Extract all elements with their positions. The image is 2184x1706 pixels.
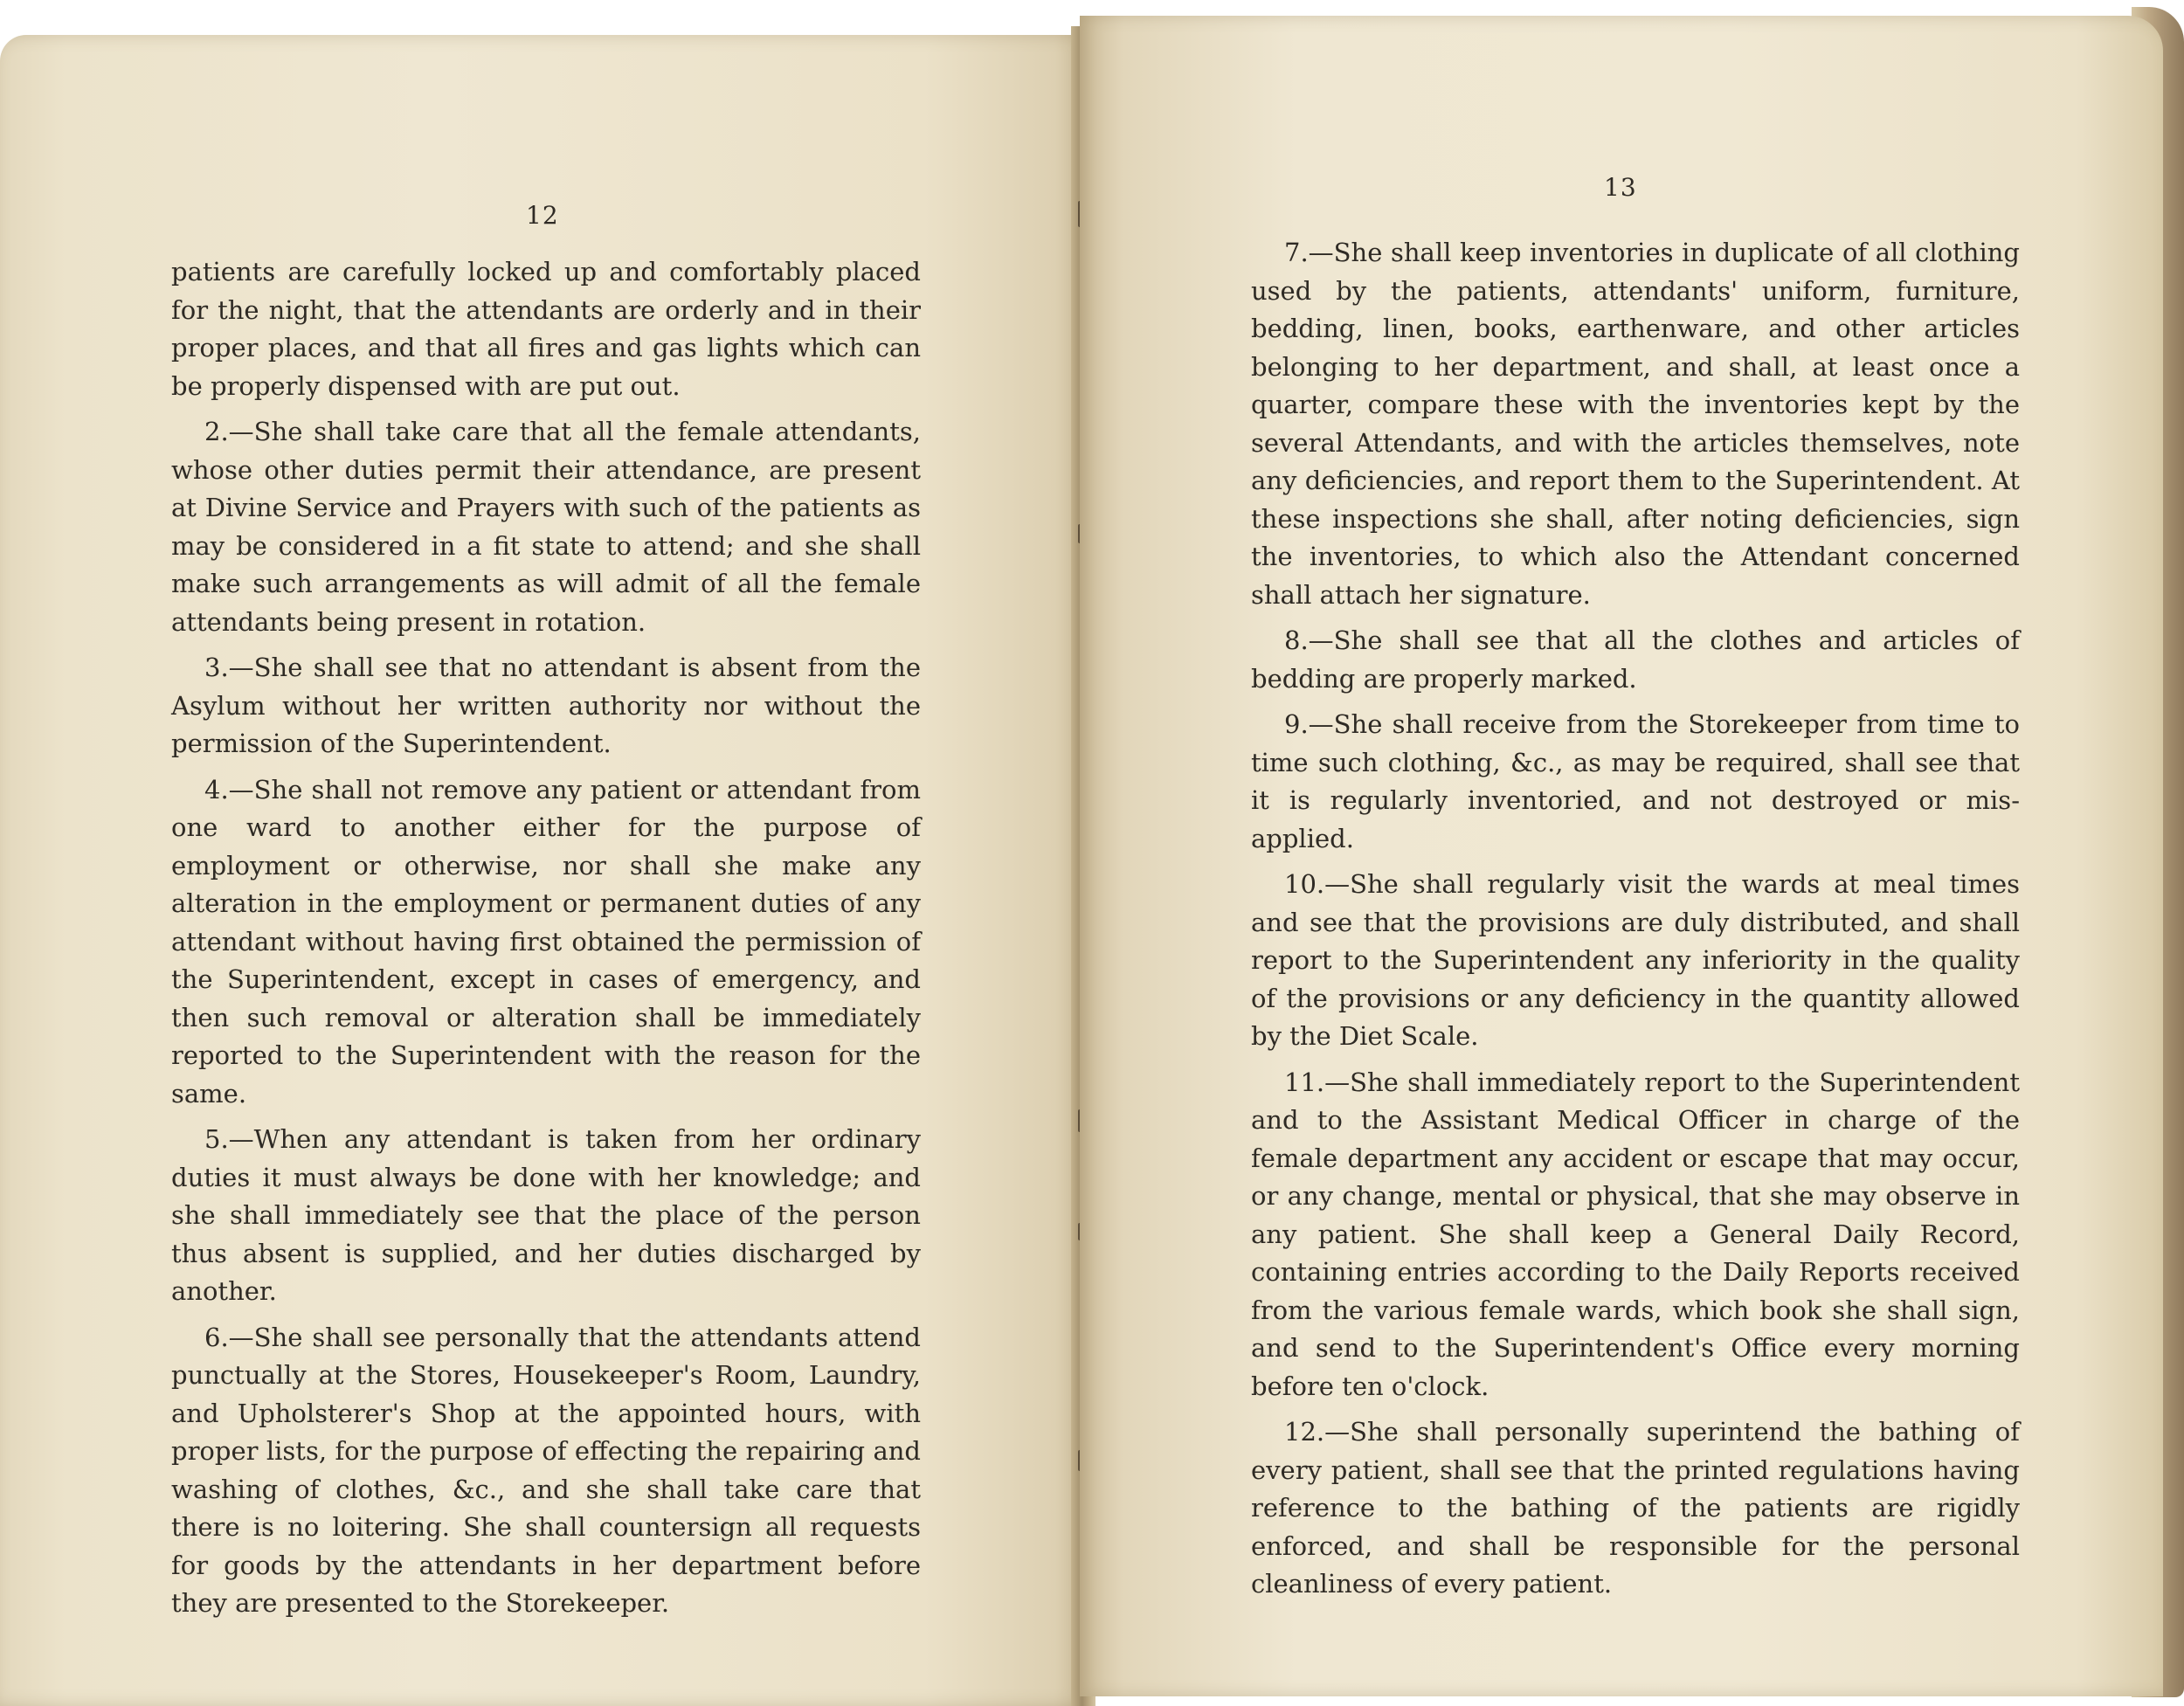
left-page [0, 35, 1088, 1706]
left-paragraph-2: 2.—She shall take care that all the female attendants, whose other duties permit their attendance, are present at Divine Service and Prayers with such of the patients as may be considered in a fit state to attend; and she shall make such arrangements as will admit of all the female attendants being present in rotation. [171, 417, 921, 637]
right-paragraph-9: 9.—She shall receive from the Storekeeper from time to time such clothing, &c., as may be required, shall see that it is regularly inventoried, and not destroyed or mis-applied. [1251, 709, 2020, 853]
right-paragraph-10: 10.—She shall regularly visit the wards at meal times and see that the provisions are duly distributed, and shall report to the Superintendent any inferiority in the quality of the provisions or any deficiency in the quantity allowed by the Diet Scale. [1251, 869, 2020, 1051]
right-paragraph-11: 11.—She shall immediately report to the Superintendent and to the Assistant Medical Officer in charge of the female department any accident or escape that may occur, or any change, mental or physical, that she may observe in any patient. She shall keep a General Daily Record, containing entries according to the Daily Reports received from the various female wards, which book she shall sign, and send to the Superintendent's Office every morning before ten o'clock. [1251, 1067, 2020, 1401]
right-paragraph-8: 8.—She shall see that all the clothes and articles of bedding are properly marked. [1251, 625, 2020, 694]
left-paragraph-6: 6.—She shall see personally that the attendants attend punctually at the Stores, Housekeeper's Room, Laundry, and Upholsterer's Shop at the appointed hours, with proper lists, for the purpose of effecting the repairing and washing of clothes, &c., and she shall take care that there is no loitering. She shall countersign all requests for goods by the attendants in her department before they are presented to the Storekeeper. [171, 1322, 921, 1618]
right-paragraph-7: 7.—She shall keep inventories in duplicate of all clothing used by the patients, attendants' uniform, furniture, bedding, linen, books, earthenware, and other articles belonging to her department, and shall, at least once a quarter, compare these with the inventories kept by the several Attendants, and with the articles themselves, note any deficiencies, and report them to the Superintendent. At these inspections she shall, after noting deficiencies, sign the inventories, to which also the Attendant concerned shall attach her signature. [1251, 238, 2020, 610]
left-page-text [171, 253, 921, 1631]
left-page-number: 12 [526, 201, 559, 230]
right-page-number: 13 [1604, 173, 1637, 202]
left-paragraph-5: 5.—When any attendant is taken from her ordinary duties it must always be done with her knowledge; and she shall immediately see that the place of the person thus absent is supplied, and her duties discharged by another. [171, 1124, 921, 1306]
right-paragraph-12: 12.—She shall personally superintend the bathing of every patient, shall see that the printed regulations having reference to the bathing of the patients are rigidly enforced, and shall be responsible for the personal cleanliness of every patient. [1251, 1417, 2020, 1599]
right-page [1080, 16, 2163, 1696]
left-paragraph-continuation: patients are carefully locked up and comfortably placed for the night, that the attendants are orderly and in their proper places, and that all fires and gas lights which can be properly dispensed with are put out. [171, 257, 921, 401]
right-page-text [1251, 234, 2020, 1612]
left-paragraph-4: 4.—She shall not remove any patient or attendant from one ward to another either for the purpose of employment or otherwise, nor shall she make any alteration in the employment or permanent duties of any attendant without having first obtained the permission of the Superintendent, except in cases of emergency, and then such removal or alteration shall be immediately reported to the Superintendent with the reason for the same. [171, 774, 921, 1109]
left-paragraph-3: 3.—She shall see that no attendant is absent from the Asylum without her written authority nor without the permission of the Superintendent. [171, 653, 921, 758]
